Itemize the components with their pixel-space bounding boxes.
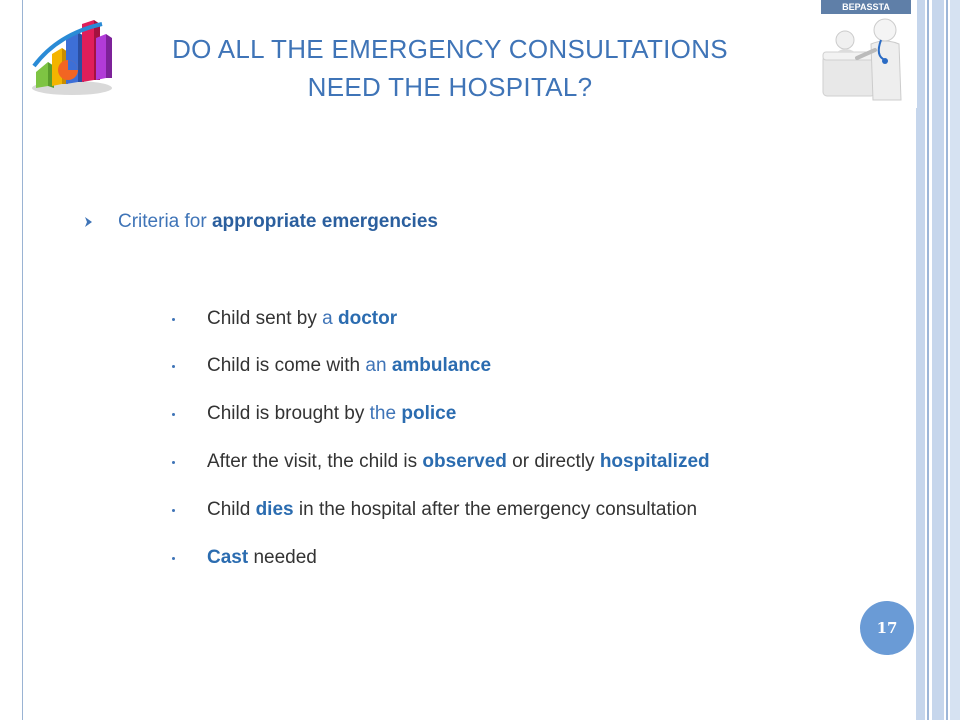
dot-bullet-icon: [172, 318, 175, 321]
item-article: the: [369, 403, 402, 424]
item-text: After the visit, the child is: [207, 451, 423, 472]
criteria-bold: appropriate emergencies: [211, 211, 438, 232]
title-line-1: DO ALL THE EMERGENCY CONSULTATIONS: [172, 34, 728, 64]
item-text: Child is brought by: [207, 403, 370, 424]
item-text: Child is come with: [207, 355, 366, 376]
dot-bullet-icon: [172, 557, 175, 560]
item-text: Child: [207, 499, 256, 520]
right-decorative-bars: [916, 0, 960, 720]
item-keyword: ambulance: [391, 355, 492, 376]
bar-chart-logo-icon: [28, 14, 114, 98]
dot-bullet-icon: [172, 461, 175, 464]
page-title: [120, 30, 780, 106]
item-text-2: in the hospital after the emergency consultation: [293, 499, 698, 520]
dot-bullet-icon: [172, 365, 175, 368]
item-text-2: or directly: [506, 451, 600, 472]
dot-bullet-icon: [172, 509, 175, 512]
doctor-patient-logo-icon: [815, 0, 917, 108]
item-keyword-2: hospitalized: [599, 451, 710, 472]
left-border-line: [22, 0, 23, 720]
item-keyword: Cast: [207, 547, 249, 568]
page-number-badge: 17: [860, 601, 914, 655]
item-keyword: police: [401, 403, 457, 424]
logo-label: BEPASSTA: [842, 2, 890, 12]
arrowhead-bullet-icon: [84, 216, 94, 228]
criteria-prefix: Criteria for: [118, 211, 212, 232]
dot-bullet-icon: [172, 413, 175, 416]
item-article: a: [322, 308, 338, 329]
item-text: Child sent by: [207, 308, 323, 329]
item-keyword: observed: [422, 451, 507, 472]
item-text-2: needed: [248, 547, 317, 568]
item-keyword: doctor: [337, 308, 398, 329]
title-line-2: NEED THE HOSPITAL?: [307, 72, 593, 102]
item-article: an: [365, 355, 392, 376]
criteria-text: [118, 211, 438, 233]
item-keyword: dies: [255, 499, 294, 520]
